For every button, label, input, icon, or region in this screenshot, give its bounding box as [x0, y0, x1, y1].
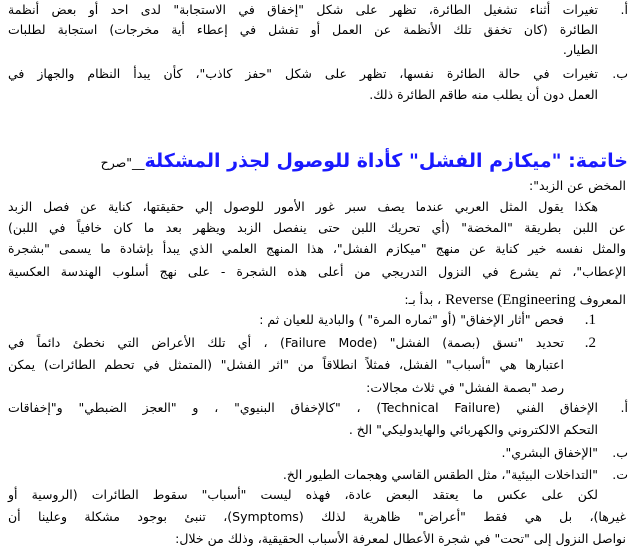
text-line: المخض عن الزبد": — [529, 178, 626, 193]
latin-term: Reverse (Engineering — [445, 292, 576, 308]
text-line: الطيار. — [562, 42, 598, 57]
list-marker: ب. — [612, 66, 628, 81]
text-line: اعتبارها هي "أسباب" الفشل، فمثلاً انطلاقاً من "اثر الفشل" (المتمثل في تحطم الطائرات) يمكن — [8, 357, 564, 372]
text-line: "التداخلات البيئية"، مثل الطقس القاسي وهجمات الطيور الخ. — [282, 467, 598, 482]
section-heading — [4, 146, 628, 178]
text-line: رصد "بصمة الفشل" في ثلاث مجالات: — [366, 380, 564, 395]
list-marker: ت. — [612, 467, 628, 482]
text-line: تغيرات أثناء تشغيل الطائرة، تظهر على شكل "إخفاق في الاستجابة" لدى احد أو بعض أنظمة — [8, 2, 598, 17]
text-line: لكن على عكس ما يعتقد البعض عادة، فهذه ليست "أسباب" سقوط الطائرات (الروسية أو — [8, 487, 598, 502]
list-marker: ب. — [612, 445, 628, 460]
text-line: التحكم الالكتروني والكهربائي والهايدوليكي" الخ . — [348, 422, 598, 437]
heading-suffix: __"صرح — [100, 155, 145, 170]
list-marker: 2. — [584, 335, 596, 351]
text-line: تغيرات في حالة الطائرة نفسها، تظهر على شكل "حفز كاذب"، كأن يبدأ النظام والجهاز في — [8, 66, 598, 81]
text-line: العمل دون أن يطلب منه طاقم الطائرة ذلك. — [369, 87, 598, 102]
text-line: غيرها)، بل هي فقط "أعراض" ظاهرية لذلك (Symptoms)، تنبئ بوجود مشكلة وعلينا أن — [8, 509, 626, 524]
text: ، بدأ بـ: — [404, 292, 442, 307]
list-marker: أ. — [620, 2, 628, 17]
text-line: عن اللبن بطريقة "المخضة" (أي تحريك اللبن حتى ينفصل الزبد ويظهر بعد ما كان خافياً في اللبن) — [8, 220, 626, 235]
text-line: "الإخفاق البشري". — [501, 445, 598, 460]
text-line: تحديد "نسق (بصمة) الفشل" (Failure Mode) ، أي تلك الأعراض التي نخطئ دائماً في — [8, 335, 564, 350]
heading-title: خاتمة: "ميكازم الفشل" كأداة للوصول لجذر المشكلة — [144, 150, 628, 172]
text-line: هكذا يقول المثل العربي عندما يصف سبر غور الأمور للوصول إلي حقيقتها، كناية عن فصل الزبد — [8, 199, 598, 214]
list-marker: أ. — [620, 400, 628, 415]
text-line: نواصل النزول إلى "تحت" في شجرة الأعطال لمعرفة الأسباب الحقيقية، وذلك من خلال: — [175, 531, 626, 546]
list-marker: 1. — [584, 312, 596, 328]
text-line: فحص "أثار الإخفاق" (أو "ثماره المرة" ) والبادية للعيان ثم : — [259, 312, 564, 327]
text-line — [8, 290, 626, 310]
text-line: الإعطاب"، ثم يشرع في النزول التدريجي من أعلى هذه الشجرة - على نهج أسلوب الهندسة العكسية — [8, 264, 626, 279]
text: المعروف — [579, 292, 626, 307]
text-line: الطائرة (كان تخفق تلك الأنظمة عن العمل أو تفشل في إعطاء أية مخرجات) استجابة لطلبات — [8, 22, 598, 37]
text-line: والمثل نفسه خير كناية عن منهج "ميكازم الفشل"، هذا المنهج العلمي الذي يبدأ بإشادة ما يسمى "بشجرة — [8, 241, 626, 256]
text-line: الإخفاق الفني (Technical Failure) ، "كالإخفاق البنيوي" ، و "العجز الضبطي" و"إخفاقات — [8, 400, 598, 415]
